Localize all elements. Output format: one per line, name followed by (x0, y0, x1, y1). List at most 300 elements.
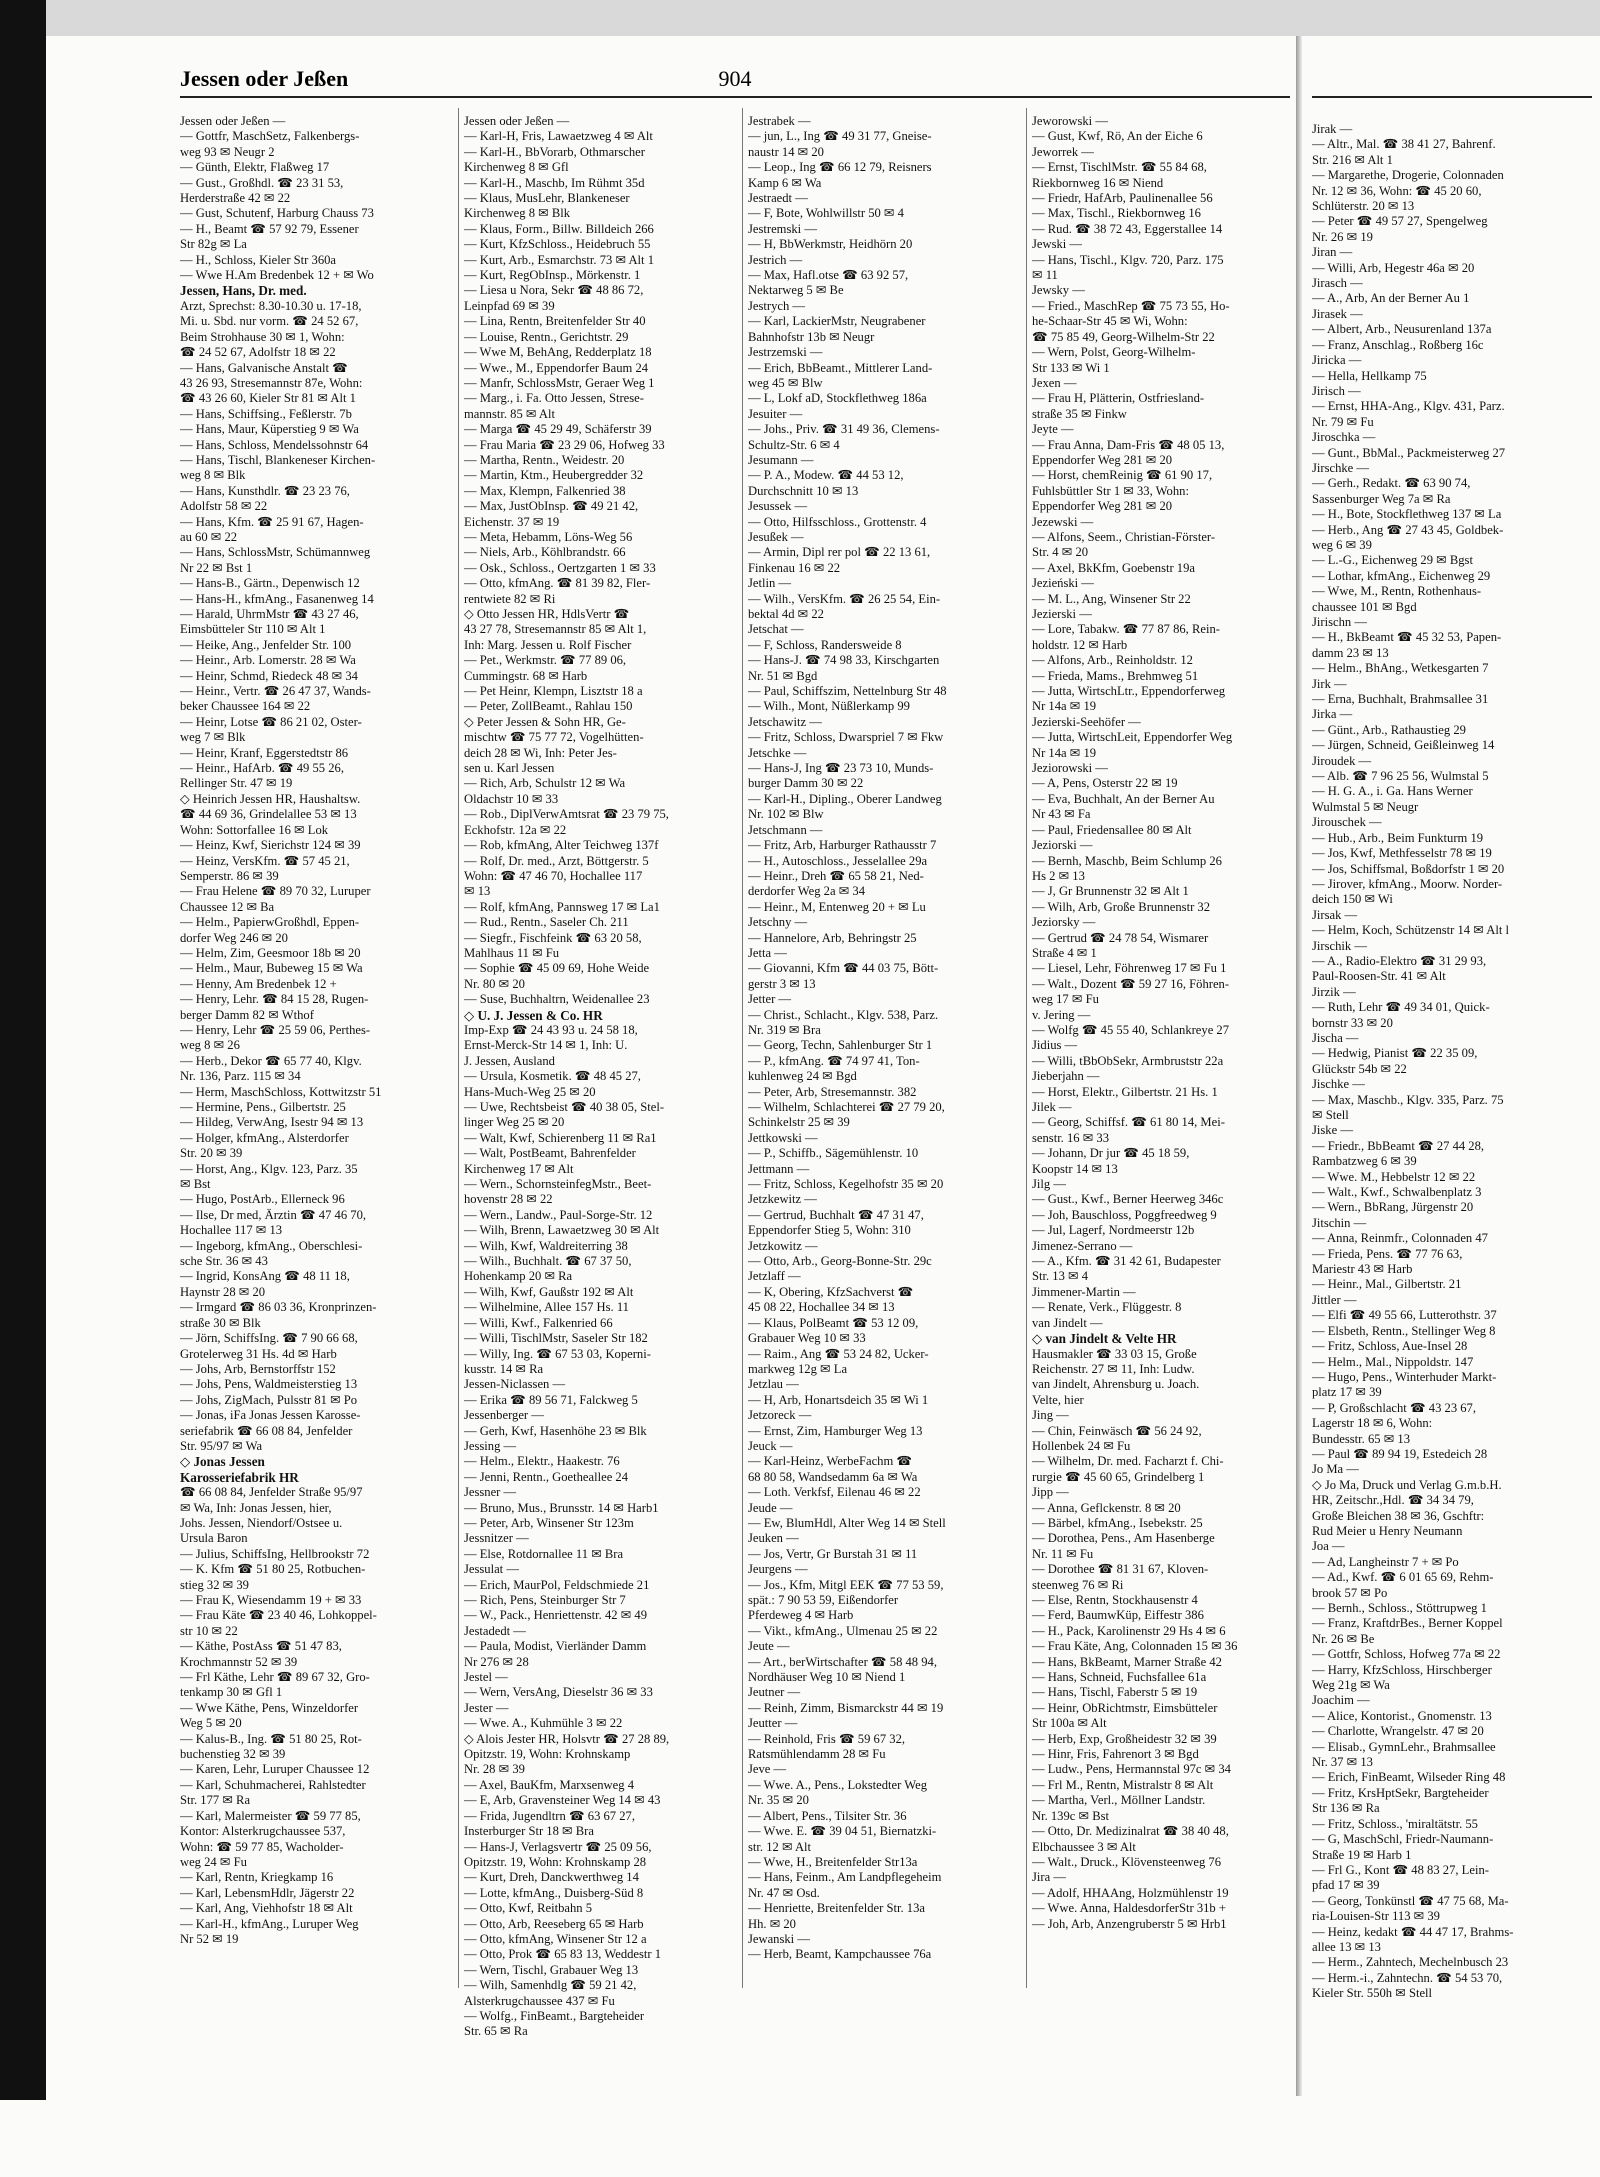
directory-entry-line: — Alb. ☎ 7 96 25 56, Wulmstal 5 (1312, 769, 1489, 784)
directory-entry-line: — Siegfr., Fischfeink ☎ 63 20 58, (464, 930, 642, 945)
directory-entry-line: Straße 4 ✉ 1 (1032, 945, 1097, 960)
directory-entry-line: Jeutter — (748, 1716, 798, 1731)
directory-entry-line: burger Damm 30 ✉ 22 (748, 776, 864, 791)
directory-entry-line: — Wolfg., FinBeamt., Bargteheider (464, 2008, 645, 2023)
directory-entry-line: — Reinh, Zimm, Bismarckstr 44 ✉ 19 (748, 1700, 944, 1715)
directory-entry-line: mischtw ☎ 75 77 72, Vogelhütten- (464, 730, 644, 745)
directory-entry-line: — Gottfr, MaschSetz, Falkenbergs- (180, 129, 360, 144)
directory-entry-line: Haynstr 28 ✉ 20 (180, 1284, 266, 1299)
directory-entry-line: weg 24 ✉ Fu (180, 1854, 247, 1869)
directory-entry-line: — Frau K, Wiesendamm 19 + ✉ 33 (180, 1593, 362, 1607)
directory-entry-line: — Erika ☎ 89 56 71, Falckweg 5 (464, 1392, 638, 1407)
directory-entry-line: — Georg, Techn, Sahlenburger Str 1 (748, 1038, 933, 1053)
directory-entry-line: — Frida, Jugendltrn ☎ 63 67 27, (464, 1808, 635, 1823)
directory-entry-line: — Harry, KfzSchloss, Hirschberger (1312, 1662, 1492, 1677)
directory-entry-line: Jirk — (1312, 676, 1347, 691)
directory-entry-line: — Wwe. E. ☎ 39 04 51, Biernatzki- (748, 1824, 937, 1839)
directory-entry-line: — Wilhelm, Schlachterei ☎ 27 79 20, (748, 1100, 945, 1114)
directory-entry-line: stieg 32 ✉ 39 (180, 1577, 249, 1592)
directory-entry-line: Jesumann — (748, 452, 814, 467)
directory-entry-line: — Else, Rentn, Stockhausenstr 4 (1032, 1593, 1198, 1607)
directory-entry-line: Wohn: ☎ 47 46 70, Hochallee 117 (464, 868, 643, 883)
directory-entry-line: — Ruth, Lehr ☎ 49 34 01, Quick- (1312, 1000, 1490, 1015)
directory-entry-line: — Fritz, KrsHptSekr, Bargteheider (1312, 1785, 1489, 1800)
directory-entry-line: Jetzlau — (748, 1377, 799, 1392)
directory-entry-line: — Walt, Kwf, Schierenberg 11 ✉ Ra1 (464, 1130, 657, 1145)
directory-entry-line: ◇ Heinrich Jessen HR, Haushaltsw. (180, 791, 361, 806)
directory-entry-line: — Horst, Elektr., Gilbertstr. 21 Hs. 1 (1032, 1084, 1218, 1099)
directory-entry-line: Jexen — (1032, 375, 1077, 390)
directory-entry-line: — Dorothee ☎ 81 31 67, Kloven- (1032, 1562, 1209, 1577)
directory-entry-line: — Max, JustObInsp. ☎ 49 21 42, (464, 499, 639, 514)
directory-entry-line: Nr. 47 ✉ Osd. (748, 1885, 820, 1900)
directory-entry-line: Jiroschka — (1312, 430, 1376, 445)
directory-entry-line: — Wilh., Buchhalt. ☎ 67 37 50, (464, 1254, 632, 1269)
directory-entry-line: Jirak — (1312, 122, 1353, 136)
directory-entry-line: ☎ 24 52 67, Adolfstr 18 ✉ 22 (180, 345, 336, 360)
directory-entry-line: — Hans, Tischl., Klgv. 720, Parz. 175 (1032, 252, 1224, 267)
directory-entry-line: Weg 21g ✉ Wa (1312, 1678, 1390, 1693)
directory-entry-line: weg 8 ✉ Blk (180, 468, 246, 483)
directory-entry-line: berger Damm 82 ✉ Wthof (180, 1007, 314, 1022)
directory-entry-line: — Jos, Vertr, Gr Burstah 31 ✉ 11 (748, 1546, 918, 1561)
directory-entry-line: — Wilh, Brenn, Lawaetzweg 30 ✉ Alt (464, 1223, 660, 1238)
directory-entry-line: Jezierski-Seehöfer — (1032, 714, 1141, 729)
directory-entry-line: — Osk., Schloss., Oertzgarten 1 ✉ 33 (464, 560, 656, 575)
directory-entry-line: — Harald, UhrmMstr ☎ 43 27 46, (180, 607, 359, 621)
directory-entry-line: — Jörn, SchiffsIng. ☎ 7 90 66 68, (180, 1331, 358, 1346)
directory-entry-line: — Herm.-i., Zahntechn. ☎ 54 53 70, (1312, 1970, 1503, 1985)
directory-entry-line: — Marga ☎ 45 29 49, Schäferstr 39 (464, 422, 652, 437)
directory-entry-line: — Ilse, Dr med, Ärztin ☎ 47 46 70, (180, 1207, 367, 1222)
directory-entry-line: — Frau Maria ☎ 23 29 06, Hofweg 33 (464, 437, 665, 452)
directory-entry-line: — Otto, kfmAng. ☎ 81 39 82, Fler- (464, 576, 651, 591)
directory-entry-line: straße 30 ✉ Blk (180, 1315, 261, 1330)
directory-entry-line: — Herm, MaschSchloss, Kottwitzstr 51 (180, 1084, 382, 1099)
directory-entry-line: — Anna, Geflckenstr. 8 ✉ 20 (1032, 1500, 1181, 1515)
directory-entry-line: — Martha, Rentn., Weidestr. 20 (464, 452, 625, 467)
directory-entry-line: — Hedwig, Pianist ☎ 22 35 09, (1312, 1046, 1478, 1061)
directory-entry-line: — Margarethe, Drogerie, Colonnaden (1312, 168, 1504, 183)
directory-page (180, 62, 1290, 2062)
directory-entry-line: Jimmener-Martin — (1032, 1284, 1136, 1299)
directory-entry-line: — Georg, Tonkünstl ☎ 47 75 68, Ma- (1312, 1893, 1509, 1908)
directory-entry-line: — Gertrud, Buchhalt ☎ 47 31 47, (748, 1207, 924, 1222)
directory-entry-line: Koopstr 14 ✉ 13 (1032, 1161, 1118, 1176)
directory-entry-line: — Fritz, Schloss., 'miraltätstr. 55 (1312, 1816, 1478, 1831)
directory-entry-line: Jessen oder Jeßen — (180, 114, 286, 128)
directory-entry-line: Nr. 26 ✉ Be (1312, 1631, 1375, 1646)
directory-entry-line: — Alice, Kontorist., Gnomenstr. 13 (1312, 1708, 1492, 1723)
directory-entry-line: — Karl, Schuhmacherei, Rahlstedter (180, 1777, 366, 1792)
directory-entry-line: au 60 ✉ 22 (180, 529, 238, 544)
directory-entry-line: — Liesa u Nora, Sekr ☎ 48 86 72, (464, 283, 644, 298)
directory-entry-line: — Helm., PapierwGroßhdl, Eppen- (180, 915, 360, 930)
directory-entry-line: — Karl-H, Fris, Lawaetzweg 4 ✉ Alt (464, 129, 653, 144)
directory-entry-line: Str. 20 ✉ 39 (180, 1146, 243, 1161)
directory-entry-line: Jewski — (1032, 237, 1083, 252)
directory-entry-line: derdorfer Weg 2a ✉ 34 (748, 884, 866, 899)
directory-entry-line: — Heinr., Vertr. ☎ 26 47 37, Wands- (180, 684, 371, 699)
directory-entry-line: — Wern, VersAng, Dieselstr 36 ✉ 33 (464, 1685, 653, 1700)
directory-entry-line: — Henry, Lehr ☎ 25 59 06, Perthes- (180, 1022, 371, 1037)
directory-entry-line: Eppendorfer Weg 281 ✉ 20 (1032, 452, 1173, 467)
directory-entry-line: Jeutner — (748, 1685, 801, 1700)
directory-entry-line: — Paul, Schiffszim, Nettelnburg Str 48 (748, 684, 947, 699)
directory-entry-line: — Ingrid, KonsAng ☎ 48 11 18, (180, 1269, 350, 1284)
directory-entry-line: Jiricka — (1312, 353, 1362, 368)
directory-entry-line: Nr. 136, Parz. 115 ✉ 34 (180, 1069, 301, 1084)
directory-entry-line: — Wilh., Mont, Nüßlerkamp 99 (748, 699, 910, 714)
directory-entry-line: — Jirover, kfmAng., Moorw. Norder- (1312, 876, 1503, 891)
directory-entry-line: Kirchenweg 17 ✉ Alt (464, 1161, 574, 1176)
directory-entry-line: Nordhäuser Weg 10 ✉ Niend 1 (748, 1670, 906, 1685)
directory-entry-line: — Uwe, Rechtsbeist ☎ 40 38 05, Stel- (464, 1100, 665, 1114)
directory-entry-line: — Hugo, PostArb., Ellerneck 96 (180, 1192, 345, 1207)
directory-entry-line: Jeuck — (748, 1438, 793, 1453)
directory-entry-line: Jing — (1032, 1408, 1069, 1423)
directory-entry-line: ✉ Bst (180, 1177, 211, 1192)
directory-entry-line: — Heinr., HafArb. ☎ 49 55 26, (180, 761, 344, 776)
directory-entry-line: — Wilh, Kwf, Waldreiterring 38 (464, 1238, 628, 1253)
directory-entry-line: — Lotte, kfmAng., Duisberg-Süd 8 (464, 1885, 644, 1900)
directory-entry-line: — Reinhold, Fris ☎ 59 67 32, (748, 1731, 906, 1746)
directory-entry-line: Jestremski — (748, 221, 817, 236)
directory-entry-line: — Frieda, Mams., Brehmweg 51 (1032, 668, 1199, 683)
directory-entry-line: — Frl M., Rentn, Mistralstr 8 ✉ Alt (1032, 1777, 1214, 1792)
directory-entry-line: — Manfr, SchlossMstr, Geraer Weg 1 (464, 375, 655, 390)
directory-entry-line: — Fritz, Arb, Harburger Rathausstr 7 (748, 838, 937, 853)
directory-entry-line: — Meta, Hebamm, Löns-Weg 56 (464, 529, 633, 544)
directory-entry-line: — Kurt, RegObInsp., Mörkenstr. 1 (464, 268, 641, 283)
directory-entry-line: steenweg 76 ✉ Ri (1032, 1577, 1124, 1592)
directory-entry-line: — Julius, SchiffsIng, Hellbrookstr 72 (180, 1546, 370, 1561)
directory-entry-line: — Bernh., Schloss., Stöttrupweg 1 (1312, 1601, 1487, 1615)
directory-entry-line: — Holger, kfmAng., Alsterdorfer (180, 1130, 349, 1145)
directory-entry-line: — Hugo, Pens., Winterhuder Markt- (1312, 1369, 1497, 1384)
directory-entry-line: Imp-Exp ☎ 24 43 93 u. 24 58 18, (464, 1022, 638, 1037)
directory-entry-line: — Altr., Mal. ☎ 38 41 27, Bahrenf. (1312, 137, 1496, 152)
directory-entry-line: Nr. 80 ✉ 20 (464, 976, 525, 991)
directory-entry-line: Jessenberger — (464, 1408, 544, 1423)
directory-entry-line: Semperstr. 86 ✉ 39 (180, 868, 279, 883)
directory-entry-line: Eichenstr. 37 ✉ 19 (464, 514, 560, 529)
directory-entry-line: ◇ Alois Jester HR, Holsvtr ☎ 27 28 89, (464, 1731, 670, 1746)
directory-entry-line: spät.: 7 90 53 59, Eißendorfer (748, 1593, 899, 1607)
directory-entry-line: — Erich, BbBeamt., Mittlerer Land- (748, 360, 933, 375)
directory-entry-line: Jirschik — (1312, 938, 1367, 953)
directory-entry-line: Rellinger Str. 47 ✉ 19 (180, 776, 293, 791)
directory-entry-line: — Helm., Elektr., Haakestr. 76 (464, 1454, 620, 1469)
directory-entry-line: weg 93 ✉ Neugr 2 (180, 144, 275, 159)
directory-entry-line: Jetzkewitz — (748, 1192, 817, 1207)
directory-entry-line: Schlüterstr. 20 ✉ 13 (1312, 199, 1415, 214)
directory-entry-line: — Günt., Arb., Rathaustieg 29 (1312, 722, 1466, 737)
directory-entry-line: — W., Pack., Henriettenstr. 42 ✉ 49 (464, 1608, 647, 1623)
directory-entry-line: — Hans-H., kfmAng., Fasanenweg 14 (180, 591, 374, 606)
directory-entry-line: Jirka — (1312, 707, 1353, 722)
directory-entry-line: Jeyte — (1032, 422, 1074, 437)
directory-entry-line: — Joh, Arb, Anzengruberstr 5 ✉ Hrb1 (1032, 1916, 1227, 1931)
directory-entry-line: Jischa — (1312, 1030, 1359, 1045)
directory-entry-line: — L.-G., Eichenweg 29 ✉ Bgst (1312, 553, 1473, 568)
directory-entry-line: Jidius — (1032, 1038, 1078, 1053)
directory-entry-line: — Liesel, Lehr, Föhrenweg 17 ✉ Fu 1 (1032, 961, 1227, 976)
directory-entry-line: — P., Schiffb., Sägemühlenstr. 10 (748, 1146, 919, 1161)
directory-entry-line: — Wwe, H., Breitenfelder Str13a (748, 1854, 918, 1869)
directory-entry-line: — Wwe, M., Rentn, Rothenhaus- (1312, 584, 1482, 599)
directory-entry-line: — Paul ☎ 89 94 19, Estedeich 28 (1312, 1446, 1488, 1461)
directory-entry-line: Jetschmann — (748, 822, 823, 837)
directory-entry-line: Jirasek — (1312, 306, 1363, 321)
directory-entry-line: Mi. u. Sbd. nur vorm. ☎ 24 52 67, (180, 314, 359, 329)
directory-entry-line: — Wolfg ☎ 45 55 40, Schlankreye 27 (1032, 1022, 1230, 1037)
directory-entry-line: Jirsak — (1312, 907, 1358, 922)
directory-entry-line: — Jürgen, Schneid, Geißleinweg 14 (1312, 738, 1495, 753)
directory-entry-line: Velte, hier (1032, 1392, 1084, 1407)
directory-entry-line: — Hans, Tischl, Faberstr 5 ✉ 19 (1032, 1685, 1198, 1700)
directory-entry-line: Joa — (1312, 1539, 1345, 1554)
directory-entry-line: Nr. 12 ✉ 36, Wohn: ☎ 45 20 60, (1312, 183, 1482, 198)
directory-entry-line: Jiran — (1312, 245, 1353, 260)
directory-entry-line: Glückstr 54b ✉ 22 (1312, 1061, 1407, 1076)
directory-entry-line: Wohn: ☎ 59 77 85, Wacholder- (180, 1839, 344, 1854)
directory-entry-line: — Niels, Arb., Köhlbrandstr. 66 (464, 545, 626, 560)
directory-entry-line: — Pet Heinr, Klempn, Lisztstr 18 a (464, 684, 643, 699)
directory-entry-line: — Frau Helene ☎ 89 70 32, Luruper (180, 884, 371, 899)
directory-entry-line: buchenstieg 32 ✉ 39 (180, 1747, 286, 1762)
directory-entry-line: Jeziorowski — (1032, 761, 1108, 776)
directory-entry-line: Str 100a ✉ Alt (1032, 1716, 1107, 1731)
directory-entry-line: ☎ 66 08 84, Jenfelder Straße 95/97 (180, 1485, 363, 1500)
directory-entry-line: ◇ Jonas Jessen (180, 1454, 265, 1470)
directory-entry-line: — A, Pens, Osterstr 22 ✉ 19 (1032, 776, 1178, 791)
directory-entry-line: Jetter — (748, 992, 792, 1007)
directory-entry-line: Kontor: Alsterkrugchaussee 537, (180, 1824, 346, 1839)
directory-entry-line: — Alfons, Arb., Reinholdstr. 12 (1032, 653, 1193, 668)
directory-entry-line: Jestrich — (748, 252, 803, 267)
column-2 (464, 114, 736, 2040)
directory-entry-line: — Hans, Kfm. ☎ 25 91 67, Hagen- (180, 514, 364, 529)
directory-entry-line: — Max, Klempn, Falkenried 38 (464, 483, 626, 498)
directory-entry-line: Opitzstr. 19, Wohn: Krohnskamp (464, 1747, 631, 1762)
directory-entry-line: ✉ 13 (464, 884, 491, 899)
directory-entry-line: — F, Schloss, Randersweide 8 (748, 637, 902, 652)
directory-entry-line: — Erna, Buchhalt, Brahmsallee 31 (1312, 692, 1489, 707)
directory-entry-line: — Hermine, Pens., Gilbertstr. 25 (180, 1100, 346, 1114)
directory-entry-line: Johs. Jessen, Niendorf/Ostsee u. (180, 1515, 343, 1530)
directory-entry-line: Jetlin — (748, 576, 792, 591)
directory-entry-line: — Helm., BhAng., Wetkesgarten 7 (1312, 661, 1489, 676)
directory-entry-line: allee 13 ✉ 13 (1312, 1939, 1381, 1954)
directory-entry-line: Jeude — (748, 1500, 793, 1515)
directory-entry-line: — L, Lokf aD, Stockflethweg 186a (748, 391, 927, 406)
directory-entry-line: — Frau Käte, Ang, Colonnaden 15 ✉ 36 (1032, 1639, 1238, 1654)
directory-entry-line: kusstr. 14 ✉ Ra (464, 1361, 544, 1376)
directory-entry-line: Jitschin — (1312, 1215, 1367, 1230)
directory-entry-line: Wohn: Sottorfallee 16 ✉ Lok (180, 822, 329, 837)
directory-entry-line: — Frl Käthe, Lehr ☎ 89 67 32, Gro- (180, 1670, 370, 1685)
directory-entry-line: Jeurgens — (748, 1562, 808, 1577)
directory-entry-line: — Rolf, Dr. med., Arzt, Böttgerstr. 5 (464, 853, 649, 868)
directory-entry-line: — Heinr., Mal., Gilbertstr. 21 (1312, 1277, 1462, 1292)
directory-entry-line: — Karl, LebensmHdlr, Jägerstr 22 (180, 1885, 355, 1900)
directory-entry-line: Herderstraße 42 ✉ 22 (180, 191, 291, 206)
directory-entry-line: Str. 177 ✉ Ra (180, 1793, 251, 1808)
directory-entry-line: Große Bleichen 38 ✉ 36, Gschftr: (1312, 1508, 1485, 1523)
directory-entry-line: Schultz-Str. 6 ✉ 4 (748, 437, 840, 452)
directory-entry-line: rurgie ☎ 45 60 65, Grindelberg 1 (1032, 1469, 1205, 1484)
directory-entry-line: — Ludw., Pens, Hermannstal 97c ✉ 34 (1032, 1762, 1231, 1777)
directory-entry-line: — Rob, kfmAng, Alter Teichweg 137f (464, 838, 659, 853)
directory-entry-line: — Friedr., BbBeamt ☎ 27 44 28, (1312, 1138, 1485, 1153)
directory-entry-line: — Herb, Exp, Großheidestr 32 ✉ 39 (1032, 1731, 1217, 1746)
directory-entry-line: — Hans, SchlossMstr, Schümannweg (180, 545, 371, 560)
directory-entry-line: — Henny, Am Bredenbek 12 + (180, 976, 337, 991)
directory-entry-line: — P, Großschlacht ☎ 43 23 67, (1312, 1400, 1477, 1415)
directory-entry-line: — Gunt., BbMal., Packmeisterweg 27 (1312, 445, 1506, 460)
directory-entry-line: — Hub., Arb., Beim Funkturm 19 (1312, 830, 1484, 845)
directory-entry-line: — Kurt, KfzSchloss., Heidebruch 55 (464, 237, 651, 252)
directory-entry-line: — Klaus, MusLehr, Blankeneser (464, 191, 630, 206)
directory-entry-line: — F, Bote, Wohlwillstr 50 ✉ 4 (748, 206, 904, 221)
directory-entry-line: Nr. 51 ✉ Bgd (748, 668, 818, 683)
directory-entry-line: Jeve — (748, 1762, 787, 1777)
directory-entry-line: — Rich, Pens, Steinburger Str 7 (464, 1593, 626, 1607)
directory-entry-line: Jirischn — (1312, 615, 1367, 629)
directory-entry-line: Kamp 6 ✉ Wa (748, 175, 822, 190)
directory-entry-line: — Herm., Zahntech, Mechelnbusch 23 (1312, 1955, 1509, 1970)
directory-entry-line: Finkenau 16 ✉ 22 (748, 560, 841, 575)
directory-entry-line: — J, Gr Brunnenstr 32 ✉ Alt 1 (1032, 884, 1189, 899)
directory-entry-line: — Helm, Zim, Geesmoor 18b ✉ 20 (180, 945, 361, 960)
directory-entry-line: — Axel, BkKfm, Goebenstr 19a (1032, 560, 1195, 575)
directory-entry-line: — Jonas, iFa Jonas Jessen Karosse- (180, 1408, 361, 1423)
directory-entry-line: Jessing — (464, 1438, 517, 1453)
directory-entry-line: — Hans-J, Verlagsvertr ☎ 25 09 56, (464, 1839, 652, 1854)
directory-entry-line: — Wern., SchornsteinfegMstr., Beet- (464, 1177, 652, 1192)
directory-entry-line: — Hans-J. ☎ 74 98 33, Kirschgarten (748, 653, 940, 668)
directory-entry-line: Jira — (1032, 1870, 1066, 1885)
directory-entry-line: Nr 14a ✉ 19 (1032, 745, 1097, 760)
directory-entry-line: — Hans, Galvanische Anstalt ☎ (180, 360, 348, 375)
column-divider (1026, 108, 1027, 1988)
directory-entry-line: — Rob., DiplVerwAmtsrat ☎ 23 79 75, (464, 807, 669, 822)
directory-entry-line: — Klaus, Form., Billw. Billdeich 266 (464, 221, 654, 236)
directory-entry-line: chaussee 101 ✉ Bgd (1312, 599, 1417, 614)
directory-entry-line: Jessnitzer — (464, 1531, 529, 1546)
directory-entry-line: — Bernh, Maschb, Beim Schlump 26 (1032, 853, 1222, 868)
directory-entry-line: — Hans, Schiffsing., Feßlerstr. 7b (180, 406, 352, 421)
directory-entry-line: — Charlotte, Wrangelstr. 47 ✉ 20 (1312, 1724, 1484, 1739)
directory-entry-line: — Heinr, ObRichtmstr, Eimsbütteler (1032, 1700, 1218, 1715)
directory-entry-line: — Karl-H., Dipling., Oberer Landweg (748, 791, 942, 806)
directory-entry-line: — Henry, Lehr. ☎ 84 15 28, Rugen- (180, 992, 369, 1007)
directory-entry-line: — Raim., Ang ☎ 53 24 82, Ucker- (748, 1346, 929, 1361)
directory-entry-line: Jeziorski — (1032, 838, 1093, 853)
directory-entry-line: Mahlhaus 11 ✉ Fu (464, 945, 560, 960)
directory-entry-line: — Hans, Kunsthdlr. ☎ 23 23 76, (180, 483, 350, 498)
directory-entry-line: — Otto, Hilfsschloss., Grottenstr. 4 (748, 514, 927, 529)
directory-entry-line: — H., Pack, Karolinenstr 29 Hs 4 ✉ 6 (1032, 1623, 1226, 1638)
directory-entry-line: Chaussee 12 ✉ Ba (180, 899, 275, 914)
directory-entry-line: — Gust., Kwf., Berner Heerweg 346c (1032, 1192, 1224, 1207)
directory-entry-line: 68 80 58, Wandsedamm 6a ✉ Wa (748, 1469, 918, 1484)
directory-entry-line: — Bruno, Mus., Brunsstr. 14 ✉ Harb1 (464, 1500, 659, 1515)
directory-entry-line: Str. 13 ✉ 4 (1032, 1269, 1089, 1284)
directory-entry-line: — Wwe Käthe, Pens, Winzeldorfer (180, 1700, 359, 1715)
directory-entry-line: Hohenkamp 20 ✉ Ra (464, 1269, 573, 1284)
directory-entry-line: — Lina, Rentn, Breitenfelder Str 40 (464, 314, 646, 329)
facing-page (1296, 36, 1600, 2177)
column-4 (1032, 114, 1304, 1932)
directory-entry-line: — Heinr, Kranf, Eggerstedtstr 86 (180, 745, 349, 760)
directory-entry-line: — Hans, BkBeamt, Marner Straße 42 (1032, 1654, 1222, 1669)
directory-entry-line: — Gerh., Redakt. ☎ 63 90 74, (1312, 476, 1471, 491)
directory-entry-line: Jetschny — (748, 915, 808, 930)
directory-entry-line: — Günth, Elektr, Flaßweg 17 (180, 160, 330, 175)
directory-entry-line: Jessen oder Jeßen — (464, 114, 570, 128)
directory-entry-line: ☎ 44 69 36, Grindelallee 53 ✉ 13 (180, 807, 357, 822)
directory-entry-line: — Marg., i. Fa. Otto Jessen, Strese- (464, 391, 644, 406)
directory-entry-line: — Wern, Tischl, Grabauer Weg 13 (464, 1962, 639, 1977)
directory-entry-line: Jiroudek — (1312, 753, 1372, 768)
directory-entry-line: — Heinr, Schmd, Riedeck 48 ✉ 34 (180, 668, 358, 683)
directory-entry-line: Elbchaussee 3 ✉ Alt (1032, 1839, 1136, 1854)
directory-entry-line: — Otto, kfmAng, Winsener Str 12 a (464, 1931, 647, 1946)
directory-entry-line: Nr. 35 ✉ 20 (748, 1793, 809, 1808)
directory-entry-line: — Herb., Ang ☎ 27 43 45, Goldbek- (1312, 522, 1504, 537)
directory-entry-line: — H. G. A., i. Ga. Hans Werner (1312, 784, 1473, 799)
directory-entry-line: — Peter, Arb, Stresemannstr. 382 (748, 1084, 917, 1099)
directory-entry-line: Jittler — (1312, 1292, 1357, 1307)
directory-entry-line: — Heinz, kedakt ☎ 44 47 17, Brahms- (1312, 1924, 1514, 1939)
directory-entry-line: — Hans-B., Gärtn., Depenwisch 12 (180, 576, 360, 591)
directory-entry-line: Jetzoreck — (748, 1408, 812, 1423)
page-fold (1296, 36, 1302, 2096)
directory-entry-line: weg 6 ✉ 39 (1312, 537, 1372, 552)
directory-entry-line: Hans-Much-Weg 25 ✉ 20 (464, 1084, 596, 1099)
directory-entry-line: seriefabrik ☎ 66 08 84, Jenfelder (180, 1423, 353, 1438)
directory-entry-line: Jilek — (1032, 1100, 1072, 1114)
directory-entry-line: — Willi, Kwf., Falkenried 66 (464, 1315, 613, 1330)
directory-entry-line: bektal 4d ✉ 22 (748, 607, 824, 621)
directory-entry-line: — Karl-H., kfmAng., Luruper Weg (180, 1916, 359, 1931)
directory-entry-line: Jeworowski — (1032, 114, 1108, 128)
directory-entry-line: — Martin, Ktm., Heubergredder 32 (464, 468, 644, 483)
directory-entry-line: Nr 43 ✉ Fa (1032, 807, 1091, 822)
directory-entry-line: rentwiete 82 ✉ Ri (464, 591, 556, 606)
directory-entry-line: Jeworrek — (1032, 144, 1094, 159)
directory-entry-line: Hh. ✉ 20 (748, 1916, 796, 1931)
directory-entry-line: Jeute — (748, 1639, 790, 1654)
directory-entry-line: Jestel — (464, 1670, 508, 1685)
directory-entry-line: — Jutta, WirtschLtr., Eppendorferweg (1032, 684, 1226, 699)
directory-entry-line: kuhlenweg 24 ✉ Bgd (748, 1069, 857, 1084)
facing-page-column (1312, 122, 1588, 2002)
directory-entry-line: Str. 95/97 ✉ Wa (180, 1438, 263, 1453)
directory-entry-line: — Hans, Maur, Küperstieg 9 ✉ Wa (180, 422, 359, 437)
directory-entry-line: Nr 22 ✉ Bst 1 (180, 560, 253, 575)
directory-entry-line: Jestrabek — (748, 114, 811, 128)
directory-entry-line: — Karl, LackierMstr, Neugrabener (748, 314, 926, 329)
directory-entry-line: — Elfi ☎ 49 55 66, Lutterothstr. 37 (1312, 1308, 1497, 1323)
directory-entry-line: 43 26 93, Stresemannstr 87e, Wohn: (180, 375, 363, 390)
directory-entry-line: — Frieda, Pens. ☎ 77 76 63, (1312, 1246, 1463, 1261)
directory-entry-line: — Johs, Pens, Waldmeisterstieg 13 (180, 1377, 358, 1392)
directory-entry-line: ☎ 43 26 60, Kieler Str 81 ✉ Alt 1 (180, 391, 356, 406)
directory-entry-line: sen u. Karl Jessen (464, 761, 555, 776)
